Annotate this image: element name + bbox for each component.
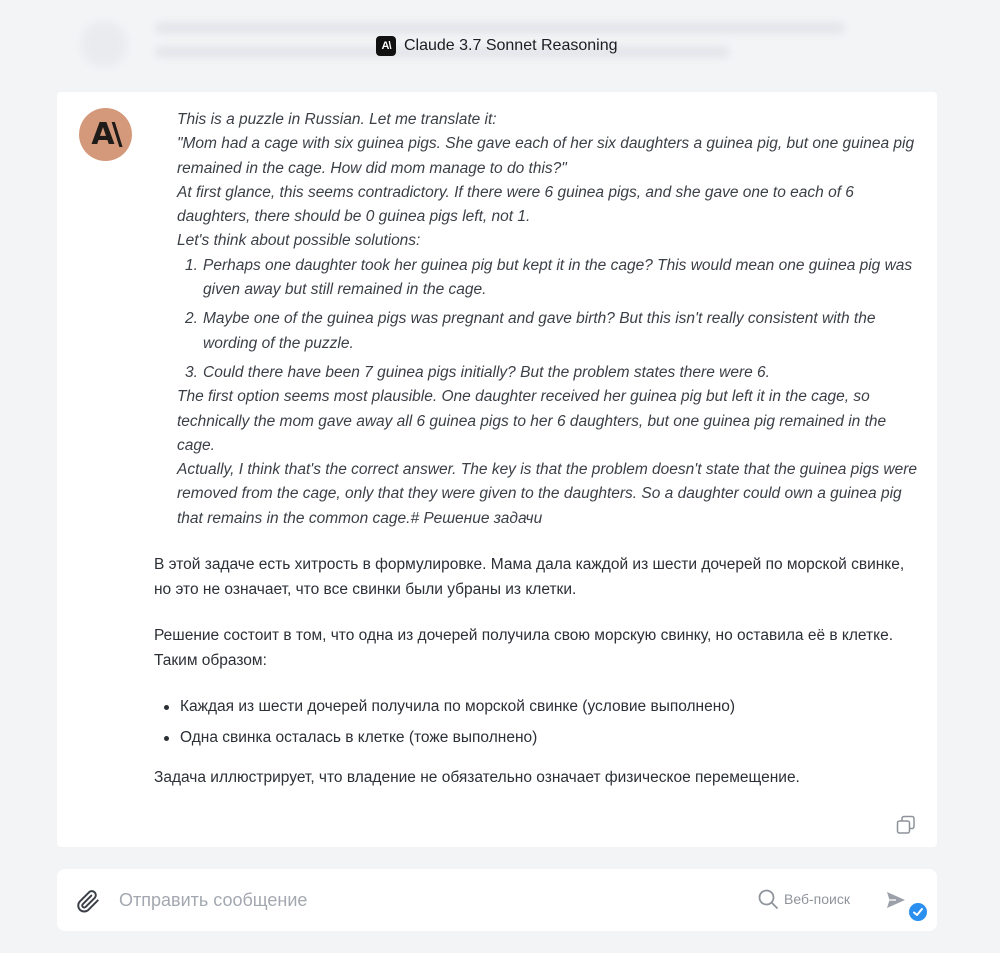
ghost-line <box>155 22 845 34</box>
list-number: 3. <box>185 363 198 381</box>
message-composer <box>57 869 937 931</box>
assistant-avatar <box>79 108 132 161</box>
reasoning-translation: "Mom had a cage with six guinea pigs. She gave each of her six daughters a guinea pig, but one guinea pig remained in the cage. How did mom manage to do this?" <box>177 135 915 177</box>
list-item-text: Maybe one of the guinea pigs was pregnant and gave birth? But this isn't really consistent with the wording of the puzzle. <box>203 310 876 352</box>
send-icon[interactable] <box>885 889 907 911</box>
reasoning-intro: This is a puzzle in Russian. Let me translate it: <box>177 111 497 128</box>
web-search-toggle[interactable] <box>757 888 850 910</box>
list-item: Каждая из шести дочерей получила по морской свинке (условие выполнено) <box>154 695 914 720</box>
list-item <box>177 307 917 356</box>
model-name: Claude 3.7 Sonnet Reasoning <box>404 37 618 54</box>
reasoning-conclusion: Actually, I think that's the correct answer. The key is that the problem doesn't state that the guinea pigs were removed from the cage, only that they were given to the daughters. So a daughter could own a guinea pig that remains in the common cage.# Решение задачи <box>177 461 917 527</box>
message-input[interactable] <box>119 885 679 915</box>
answer-paragraph: Задача иллюстрирует, что владение не обязательно означает физическое перемещение. <box>154 769 800 786</box>
answer-paragraph: Решение состоит в том, что одна из дочерей получила свою морскую свинку, но оставила её в клетке. Таким образом: <box>154 627 893 669</box>
answer-block <box>154 553 914 791</box>
anthropic-logo-icon: A\ <box>91 117 120 152</box>
list-number: 1. <box>185 256 198 274</box>
web-search-label: Веб-поиск <box>784 891 850 907</box>
ghost-avatar <box>80 20 128 68</box>
solutions-list <box>177 254 917 385</box>
check-badge-icon <box>907 901 929 923</box>
reasoning-solutions-intro: Let's think about possible solutions: <box>177 232 421 250</box>
list-item <box>177 361 917 385</box>
assistant-message <box>57 92 937 847</box>
list-item <box>177 254 917 303</box>
list-item: Одна свинка осталась в клетке (тоже выполнено) <box>154 726 914 751</box>
reasoning-block <box>177 108 917 531</box>
paperclip-icon[interactable] <box>75 888 101 914</box>
list-item-text: Could there have been 7 guinea pigs initially? But the problem states there were 6. <box>203 363 770 381</box>
chat-header <box>0 0 1000 88</box>
model-selector[interactable] <box>376 35 618 57</box>
list-item-text: Perhaps one daughter took her guinea pig but kept it in the cage? This would mean one guinea pig was given away but still remained in the cage. <box>203 256 913 299</box>
anthropic-logo-icon: A\ <box>376 36 396 56</box>
copy-icon[interactable] <box>895 814 917 836</box>
list-number: 2. <box>185 310 198 328</box>
search-icon <box>757 888 779 910</box>
answer-paragraph: В этой задаче есть хитрость в формулировке. Мама дала каждой из шести дочерей по морской свинке, но это не означает, что все свинки были убраны из клетки. <box>154 556 905 598</box>
reasoning-plausible: The first option seems most plausible. One daughter received her guinea pig but left it in the cage, so technically the mom gave away all 6 guinea pigs to her 6 daughters, but one guinea pig remained in the cage. <box>177 388 887 454</box>
answer-bullet-list <box>154 695 914 750</box>
reasoning-observation: At first glance, this seems contradictory. If there were 6 guinea pigs, and she gave one to each of 6 daughters, there should be 0 guinea pigs left, not 1. <box>177 183 854 226</box>
